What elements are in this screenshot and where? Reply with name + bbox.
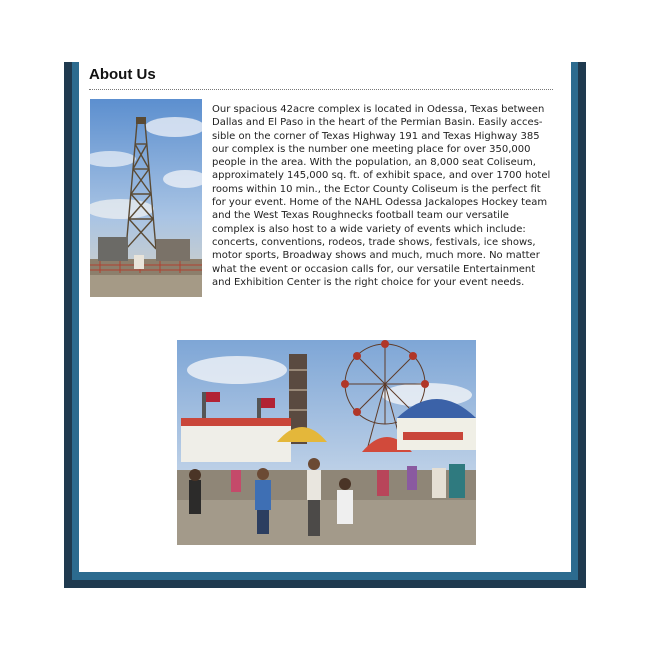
about-line: motor sports, Broadway shows and much, much more. No matter [212,250,540,262]
about-line: rooms within 10 min., the Ector County Coliseum is the perfect fit [212,183,541,195]
about-line: Our spacious 42acre complex is located in Odessa, Texas between [212,104,545,115]
about-line: and the West Texas Roughnecks football team our versatile [212,210,509,222]
about-description [212,103,552,289]
about-line: concerts, conventions, rodeos, trade shows, festivals, ice shows, [212,236,536,248]
page-title: About Us [89,66,156,83]
about-line: approximately 145,000 sq. ft. of exhibit space, and over 1700 hotel [212,170,551,182]
content-panel [79,62,571,572]
about-line: and Exhibition Center is the right choice for your event needs. [212,276,525,288]
fairground-photo [177,340,476,545]
about-line: people in the area. With the population, an 8,000 seat Coliseum, [212,157,536,169]
about-line: complex is also host to a wide variety of events which include: [212,223,526,235]
about-line: our complex is the number one meeting place for over 350,000 [212,143,531,155]
about-line: what the event or occasion calls for, our versatile Entertainment [212,263,536,275]
about-line: sible on the corner of Texas Highway 191 and Texas Highway 385 [212,130,540,142]
title-divider [89,89,553,90]
about-line: Dallas and El Paso in the heart of the Permian Basin. Easily acces- [212,117,543,129]
oil-derrick-photo [90,99,202,297]
about-line: for your event. Home of the NAHL Odessa Jackalopes Hockey team [212,197,548,209]
